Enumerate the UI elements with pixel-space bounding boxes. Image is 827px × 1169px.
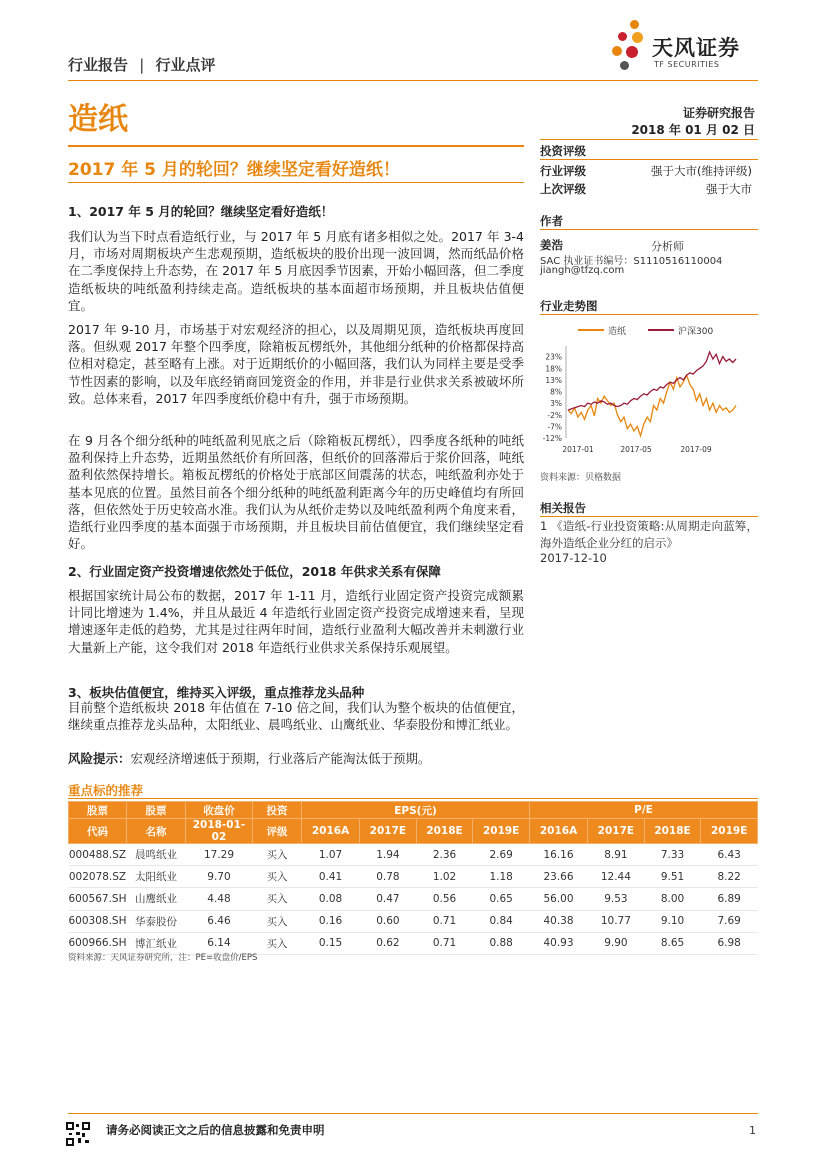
- risk-label: 风险提示：: [68, 751, 131, 766]
- y-tick-label: -7%: [547, 422, 562, 432]
- th-stock-1: 股票: [69, 802, 127, 819]
- y-tick-label: -12%: [542, 434, 562, 443]
- table-header-row-2: [69, 819, 758, 844]
- cell-eps-2019e: 2.69: [473, 844, 530, 866]
- page-number: 1: [749, 1124, 756, 1137]
- related-rule: [540, 516, 758, 517]
- qr-code-icon: [66, 1122, 90, 1146]
- trend-rule: [540, 314, 758, 315]
- author-rule: [540, 229, 758, 230]
- cell-eps-2018e: 1.02: [416, 866, 473, 888]
- cell-rating: 买入: [252, 888, 301, 910]
- th-code: 代码: [69, 819, 127, 844]
- cell-eps-2016a: 0.08: [301, 888, 359, 910]
- table-body: [69, 844, 758, 955]
- section-2-heading: 2、行业固定资产投资增速依然处于低位，2018 年供求关系有保障: [68, 564, 441, 579]
- cell-eps-2017e: 1.94: [360, 844, 417, 866]
- series-line-hs300: [568, 352, 736, 410]
- cell-pe-2017e: 12.44: [588, 866, 645, 888]
- brand-name-cn: 天风证券: [652, 36, 740, 60]
- title-rule-left: [68, 145, 524, 147]
- logo-dot-5: [626, 46, 638, 58]
- logo-dot-3: [632, 32, 643, 43]
- table-source: 资料来源：天风证券研究所，注：PE=收盘价/EPS: [68, 953, 258, 963]
- section-1-paragraph-3: 在 9 月各个细分纸种的吨纸盈利见底之后（除箱板瓦楞纸），四季度各纸种的吨纸盈利保持上升态势，近期虽然纸价有所回落，但纸价的回落滞后于浆价回落，吨纸盈利依然保持增长。箱板瓦楞纸的价格处于底部区间震荡的状态，吨纸盈利亦处于基本见底的位置。虽然目前各个细分纸种的吨纸盈利距离今年的历史峰值均有所回落，但依然处于历史较高水准。我们认为从纸价走势以及吨纸盈利两个角度来看，造纸行业四季度的基本面强于市场预期，并且板块目前估值便宜，我们继续坚定看好。: [68, 433, 524, 552]
- logo-dot-1: [630, 20, 639, 29]
- th-pe-2017e: 2017E: [588, 819, 645, 844]
- cell-rating: 买入: [252, 910, 301, 932]
- brand-logo: [612, 20, 762, 80]
- table-row: [69, 888, 758, 910]
- cell-name: 山鹰纸业: [126, 888, 185, 910]
- cell-rating: 买入: [252, 844, 301, 866]
- cell-name: 博汇纸业: [126, 932, 185, 954]
- cell-name: 晨鸣纸业: [126, 844, 185, 866]
- author-heading: 作者: [540, 214, 563, 228]
- x-tick-label: 2017-09: [680, 445, 712, 454]
- cell-rating: 买入: [252, 866, 301, 888]
- cell-code: 002078.SZ: [69, 866, 127, 888]
- section-1-paragraph-2: 2017 年 9-10 月，市场基于对宏观经济的担心，以及周期见顶，造纸板块再度回落。但纵观 2017 年整个四季度，除箱板瓦楞纸外，其他细分纸种的价格都保持高位相对稳定，甚至略有上涨。对于近期纸价的小幅回落，我们认为同样主要是受季节性因素的影响，以及年底经销商回笼资金的作用，并非是行业供求关系被破坏所致。总体来看，2017 年四季度纸价稳中有升，强于市场预期。: [68, 322, 524, 406]
- report-type: 证券研究报告: [682, 106, 755, 120]
- risk-warning: [68, 750, 524, 767]
- cell-eps-2017e: 0.62: [360, 932, 417, 954]
- table-row: [69, 866, 758, 888]
- th-stock-2: 股票: [126, 802, 185, 819]
- cell-name: 华泰股份: [126, 910, 185, 932]
- report-category: [68, 54, 216, 75]
- trend-source: 资料来源：贝格数据: [540, 473, 622, 483]
- legend-label-hs300: 沪深300: [678, 327, 714, 337]
- cell-eps-2016a: 0.41: [301, 866, 359, 888]
- cell-eps-2019e: 0.84: [473, 910, 530, 932]
- rating-rule: [540, 159, 758, 160]
- legend-label-paper: 造纸: [608, 327, 627, 337]
- th-eps-2016a: 2016A: [301, 819, 359, 844]
- table-title-rule: [68, 798, 758, 799]
- industry-name: 造纸: [68, 102, 128, 137]
- report-date: 2018 年 01 月 02 日: [631, 123, 755, 137]
- th-pe-2016a: 2016A: [529, 819, 587, 844]
- cell-code: 600567.SH: [69, 888, 127, 910]
- table-header-row-1: [69, 802, 758, 819]
- table-row: [69, 910, 758, 932]
- rating-label-current: 行业评级: [540, 164, 586, 178]
- cell-close: 6.14: [185, 932, 252, 954]
- th-eps: EPS(元): [301, 802, 529, 819]
- cell-eps-2016a: 0.16: [301, 910, 359, 932]
- cell-close: 6.46: [185, 910, 252, 932]
- y-tick-label: 3%: [550, 399, 562, 409]
- related-report-link[interactable]: 1 《造纸-行业投资策略:从周期走向蓝筹，海外造纸企业分红的启示》: [540, 519, 758, 550]
- author-name: 姜浩: [540, 238, 563, 252]
- footer-disclaimer: 请务必阅读正文之后的信息披露和免责申明: [106, 1123, 325, 1137]
- title-rule-right: [540, 139, 758, 140]
- cell-pe-2018e: 9.10: [644, 910, 701, 932]
- category-label: 行业报告: [68, 56, 129, 74]
- cell-eps-2018e: 0.71: [416, 910, 473, 932]
- cell-pe-2016a: 40.38: [529, 910, 587, 932]
- cell-eps-2016a: 0.15: [301, 932, 359, 954]
- header-rule: [68, 80, 758, 81]
- y-tick-label: 8%: [550, 387, 562, 397]
- th-pe-2018e: 2018E: [644, 819, 701, 844]
- rating-value-previous: 强于大市: [706, 182, 752, 196]
- rating-label-previous: 上次评级: [540, 182, 586, 196]
- table-title: 重点标的推荐: [68, 783, 144, 798]
- th-date: 2018-01-02: [185, 819, 252, 844]
- cell-eps-2019e: 1.18: [473, 866, 530, 888]
- title-underline: [68, 182, 524, 183]
- cell-pe-2017e: 9.53: [588, 888, 645, 910]
- series-line-paper: [568, 375, 736, 436]
- cell-close: 17.29: [185, 844, 252, 866]
- cell-eps-2017e: 0.47: [360, 888, 417, 910]
- th-close: 收盘价: [185, 802, 252, 819]
- section-3-paragraph-1: 目前整个造纸板块 2018 年估值在 7-10 倍之间，我们认为整个板块的估值便宜，继续重点推荐龙头品种，太阳纸业、晨鸣纸业、山鹰纸业、华泰股份和博汇纸业。: [68, 700, 524, 733]
- th-name: 名称: [126, 819, 185, 844]
- logo-dot-6: [620, 61, 629, 70]
- cell-pe-2018e: 8.65: [644, 932, 701, 954]
- y-tick-label: 18%: [545, 364, 562, 374]
- x-tick-label: 2017-01: [562, 445, 594, 454]
- report-title: 2017 年 5 月的轮回？继续坚定看好造纸！: [68, 160, 400, 180]
- trend-chart: [540, 318, 758, 458]
- x-tick-label: 2017-05: [620, 445, 652, 454]
- cell-pe-2017e: 10.77: [588, 910, 645, 932]
- cell-pe-2016a: 56.00: [529, 888, 587, 910]
- section-1-heading: 1、2017 年 5 月的轮回？继续坚定看好造纸！: [68, 204, 334, 219]
- cell-pe-2018e: 9.51: [644, 866, 701, 888]
- th-pe: P/E: [529, 802, 757, 819]
- cell-pe-2017e: 9.90: [588, 932, 645, 954]
- th-invest: 投资: [252, 802, 301, 819]
- cell-pe-2017e: 8.91: [588, 844, 645, 866]
- cell-eps-2018e: 2.36: [416, 844, 473, 866]
- th-eps-2018e: 2018E: [416, 819, 473, 844]
- cell-pe-2019e: 7.69: [701, 910, 758, 932]
- cell-pe-2016a: 16.16: [529, 844, 587, 866]
- category-separator: |: [139, 56, 145, 74]
- cell-eps-2017e: 0.78: [360, 866, 417, 888]
- cell-eps-2017e: 0.60: [360, 910, 417, 932]
- th-eps-2019e: 2019E: [473, 819, 530, 844]
- cell-close: 9.70: [185, 866, 252, 888]
- cell-eps-2018e: 0.71: [416, 932, 473, 954]
- author-email: jiangh@tfzq.com: [540, 265, 625, 276]
- cell-pe-2016a: 23.66: [529, 866, 587, 888]
- cell-name: 太阳纸业: [126, 866, 185, 888]
- cell-eps-2018e: 0.56: [416, 888, 473, 910]
- cell-close: 4.48: [185, 888, 252, 910]
- cell-eps-2019e: 0.65: [473, 888, 530, 910]
- cell-rating: 买入: [252, 932, 301, 954]
- trend-heading: 行业走势图: [540, 299, 598, 313]
- brand-name-en: TF SECURITIES: [654, 60, 720, 69]
- risk-text: 宏观经济增速低于预期，行业落后产能淘汰低于预期。: [130, 751, 431, 766]
- logo-dot-2: [618, 32, 627, 41]
- th-eps-2017e: 2017E: [360, 819, 417, 844]
- th-rating: 评级: [252, 819, 301, 844]
- cell-code: 600308.SH: [69, 910, 127, 932]
- cell-code: 600966.SH: [69, 932, 127, 954]
- author-license: SAC 执业证书编号：S1110516110004: [540, 256, 723, 267]
- stock-table: [68, 801, 758, 955]
- cell-pe-2018e: 8.00: [644, 888, 701, 910]
- y-tick-label: 13%: [545, 375, 562, 385]
- subcategory-label: 行业点评: [155, 56, 216, 74]
- cell-pe-2019e: 6.89: [701, 888, 758, 910]
- cell-pe-2019e: 8.22: [701, 866, 758, 888]
- rating-heading: 投资评级: [540, 144, 586, 158]
- cell-eps-2016a: 1.07: [301, 844, 359, 866]
- section-2-paragraph-1: 根据国家统计局公布的数据，2017 年 1-11 月，造纸行业固定资产投资完成额累计同比增速为 1.4%，并且从最近 4 年造纸行业固定资产投资完成增速来看，呈现增速逐年走低的趋势，尤其是过往两年时间，造纸行业盈利大幅改善并未刺激行业大量新上产能，这令我们对 2018 年造纸行业供求关系保持乐观展望。: [68, 588, 524, 655]
- y-tick-label: -2%: [547, 410, 562, 420]
- cell-pe-2019e: 6.43: [701, 844, 758, 866]
- table-row: [69, 844, 758, 866]
- cell-code: 000488.SZ: [69, 844, 127, 866]
- related-heading: 相关报告: [540, 501, 586, 515]
- rating-value-current: 强于大市(维持评级): [651, 164, 752, 178]
- cell-eps-2019e: 0.88: [473, 932, 530, 954]
- y-tick-label: 23%: [545, 352, 562, 362]
- cell-pe-2016a: 40.93: [529, 932, 587, 954]
- cell-pe-2019e: 6.98: [701, 932, 758, 954]
- author-role: 分析师: [651, 240, 684, 253]
- section-3-heading: 3、板块估值便宜，维持买入评级，重点推荐龙头品种: [68, 685, 365, 700]
- section-1-paragraph-1: 我们认为当下时点看造纸行业，与 2017 年 5 月底有诸多相似之处。2017 年 3-4 月，市场对周期板块产生悲观预期，造纸板块的股价出现一波回调，然而纸品价格在二季度保持上升态势，在 2017 年 5 月底因季节因素，开始小幅回落，但二季度造纸板块的吨纸盈利持续走高。造纸板块的基本面超市场预期，并且板块估值便宜。: [68, 229, 524, 313]
- footer-rule: [68, 1113, 758, 1114]
- related-report-date: 2017-12-10: [540, 551, 607, 565]
- logo-dot-4: [612, 46, 622, 56]
- th-pe-2019e: 2019E: [701, 819, 758, 844]
- cell-pe-2018e: 7.33: [644, 844, 701, 866]
